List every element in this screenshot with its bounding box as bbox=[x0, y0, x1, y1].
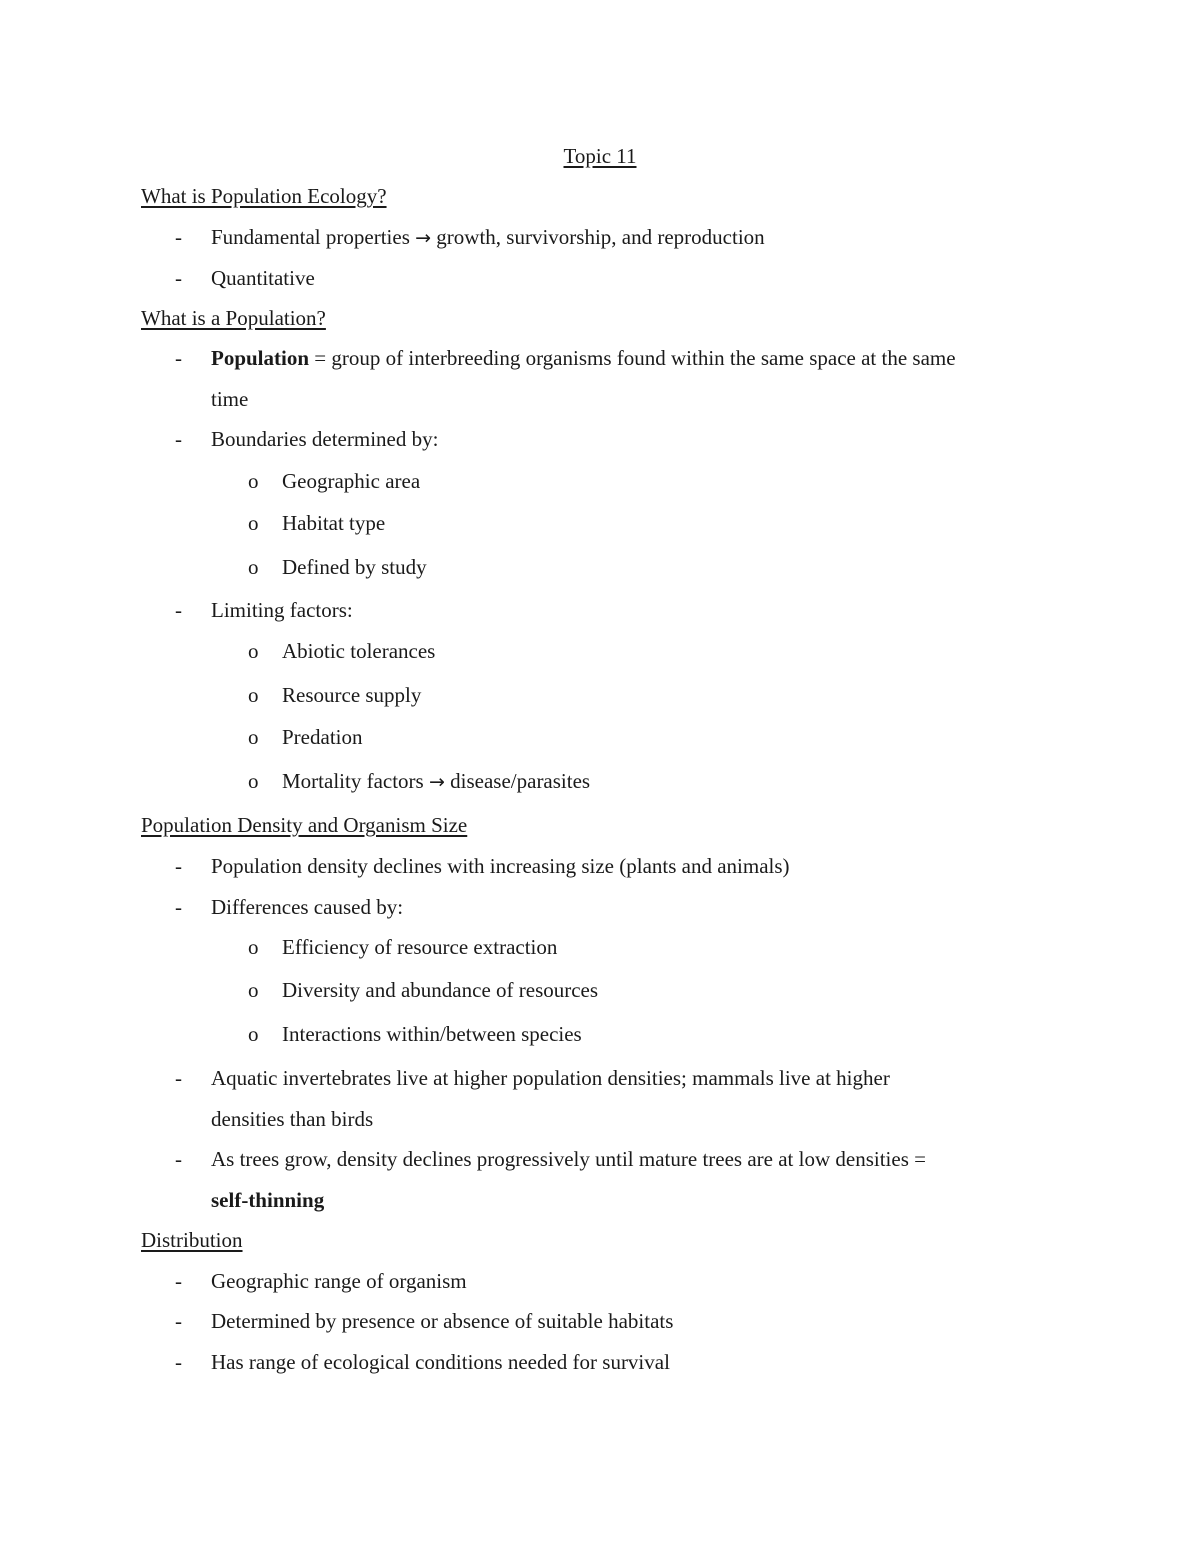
list-item: Limiting factors: bbox=[211, 598, 353, 622]
list-item: Quantitative bbox=[211, 266, 315, 290]
list-item: Has range of ecological conditions needed for survival bbox=[211, 1350, 670, 1374]
sub-list-item: Abiotic tolerances bbox=[282, 639, 436, 663]
list-item: Population = group of interbreeding organisms found within the same space at the same bbox=[211, 346, 956, 370]
circle-bullet: o bbox=[248, 935, 259, 959]
sub-list-item: Diversity and abundance of resources bbox=[282, 978, 599, 1002]
dash-bullet: - bbox=[175, 1309, 182, 1333]
list-item: Fundamental properties → growth, survivorship, and reproduction bbox=[211, 225, 765, 249]
dash-bullet: - bbox=[175, 1350, 182, 1374]
section-heading-what-is-population: What is a Population? bbox=[141, 306, 326, 330]
sub-list-item: Efficiency of resource extraction bbox=[282, 935, 558, 959]
sub-list-item: Resource supply bbox=[282, 683, 422, 707]
sub-list-item: Habitat type bbox=[282, 511, 386, 535]
dash-bullet: - bbox=[175, 1147, 182, 1171]
dash-bullet: - bbox=[175, 1269, 182, 1293]
dash-bullet: - bbox=[175, 266, 182, 290]
circle-bullet: o bbox=[248, 769, 259, 793]
list-item: Boundaries determined by: bbox=[211, 427, 439, 451]
section-heading-population-ecology: What is Population Ecology? bbox=[141, 184, 387, 208]
circle-bullet: o bbox=[248, 978, 259, 1002]
page-title: Topic 11 bbox=[563, 144, 637, 168]
circle-bullet: o bbox=[248, 1022, 259, 1046]
circle-bullet: o bbox=[248, 725, 259, 749]
sub-list-item: Predation bbox=[282, 725, 363, 749]
dash-bullet: - bbox=[175, 598, 182, 622]
circle-bullet: o bbox=[248, 639, 259, 663]
arrow-right-icon: → bbox=[428, 771, 445, 793]
dash-bullet: - bbox=[175, 895, 182, 919]
section-heading-density-size: Population Density and Organism Size bbox=[141, 813, 468, 837]
dash-bullet: - bbox=[175, 427, 182, 451]
circle-bullet: o bbox=[248, 511, 259, 535]
circle-bullet: o bbox=[248, 555, 259, 579]
sub-list-item: Mortality factors → disease/parasites bbox=[282, 769, 591, 793]
dash-bullet: - bbox=[175, 1066, 182, 1090]
list-item: Population density declines with increasing size (plants and animals) bbox=[211, 854, 790, 878]
list-item: Aquatic invertebrates live at higher population densities; mammals live at higher bbox=[211, 1066, 890, 1090]
term-population: Population bbox=[211, 346, 310, 370]
term-self-thinning: self-thinning bbox=[211, 1188, 325, 1212]
list-item: Differences caused by: bbox=[211, 895, 404, 919]
arrow-right-icon: → bbox=[415, 227, 432, 249]
circle-bullet: o bbox=[248, 683, 259, 707]
dash-bullet: - bbox=[175, 854, 182, 878]
sub-list-item: Interactions within/between species bbox=[282, 1022, 582, 1046]
dash-bullet: - bbox=[175, 225, 182, 249]
sub-list-item: Defined by study bbox=[282, 555, 427, 579]
list-item: As trees grow, density declines progressively until mature trees are at low densities = bbox=[211, 1147, 926, 1171]
list-item-continuation bbox=[211, 1190, 324, 1211]
section-heading-distribution: Distribution bbox=[141, 1228, 243, 1252]
list-item-continuation: time bbox=[211, 387, 249, 411]
list-item: Geographic range of organism bbox=[211, 1269, 467, 1293]
list-item-continuation: densities than birds bbox=[211, 1107, 374, 1131]
dash-bullet: - bbox=[175, 346, 182, 370]
list-item: Determined by presence or absence of suitable habitats bbox=[211, 1309, 674, 1333]
circle-bullet: o bbox=[248, 469, 259, 493]
sub-list-item: Geographic area bbox=[282, 469, 421, 493]
